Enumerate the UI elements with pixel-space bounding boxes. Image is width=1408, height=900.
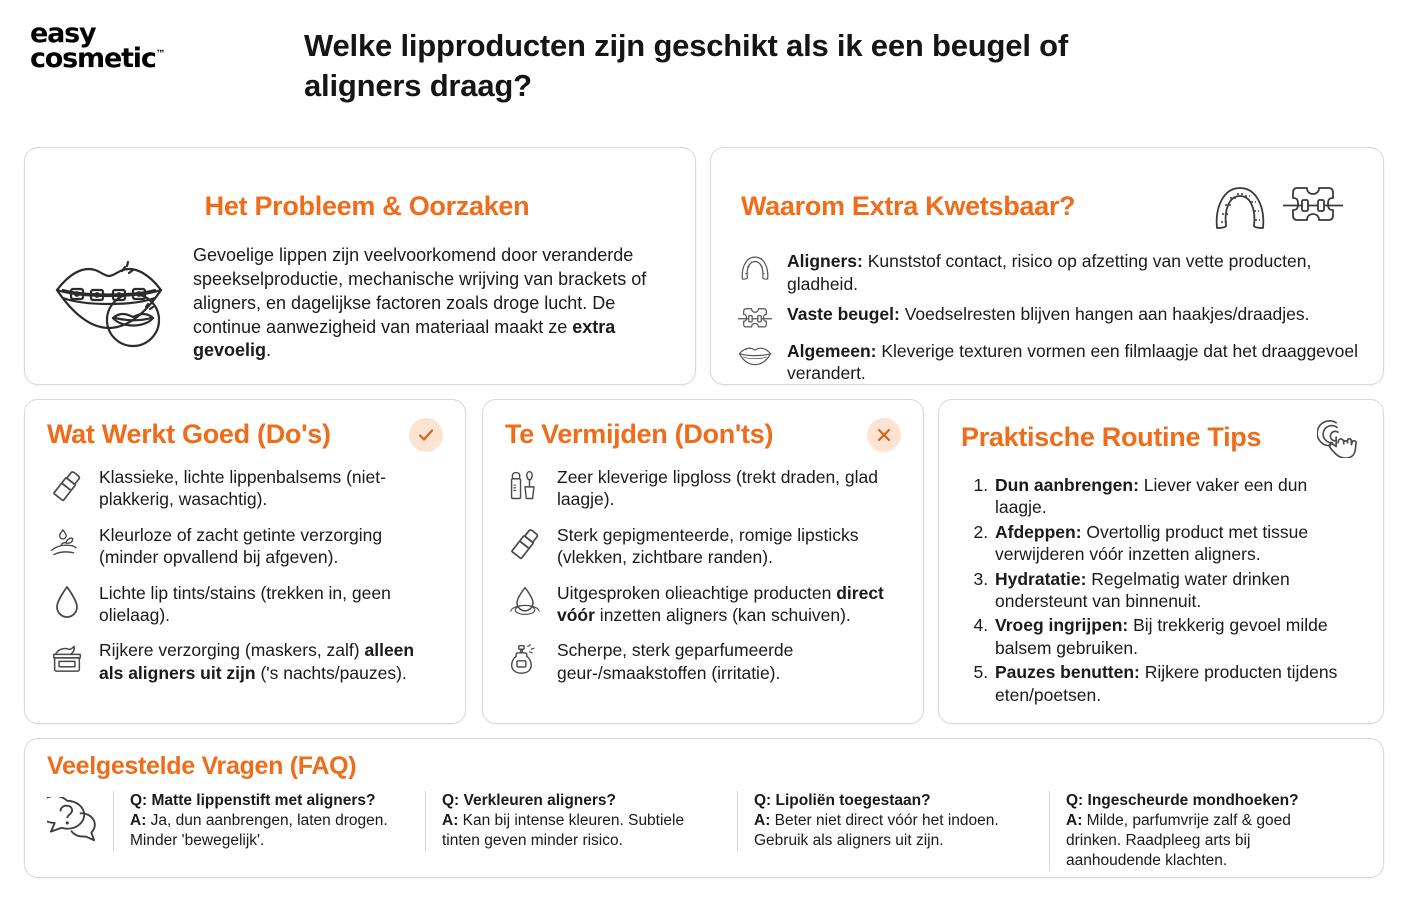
lips-icon <box>735 340 775 368</box>
card-donts-title: Te Vermijden (Don'ts) <box>505 419 774 450</box>
card-dos <box>24 399 466 724</box>
lips-with-braces-icon <box>51 244 179 350</box>
faq-column <box>1049 791 1361 872</box>
list-item <box>735 340 1359 386</box>
list-item <box>993 661 1361 706</box>
vulnerable-item-body: Kleverige texturen vormen een filmlaagje dat het draaggevoel verandert. <box>787 340 1359 384</box>
faq-a-text: Kan bij intense kleuren. Subtiele tinten geven minder risico. <box>442 811 685 849</box>
card-faq <box>24 738 1384 878</box>
card-problem-title: Het Probleem & Oorzaken <box>204 191 530 221</box>
list-item <box>505 582 901 627</box>
vulnerable-item-label: Algemeen: <box>787 340 877 361</box>
faq-q-text: Matte lippenstift met aligners? <box>147 791 376 809</box>
oil-drop-icon <box>505 582 545 617</box>
bracket-icon <box>735 303 775 333</box>
faq-question <box>442 791 721 811</box>
faq-column <box>425 791 737 851</box>
brand-trademark: ™ <box>155 48 166 60</box>
faq-answer <box>1066 811 1345 871</box>
list-item <box>993 474 1361 519</box>
vulnerable-item-text <box>787 340 1359 386</box>
dos-item-pre: Rijkere verzorging (maskers, zalf) <box>99 640 365 661</box>
tip-label: Vroeg ingrijpen: <box>995 615 1129 636</box>
donts-item-text: Zeer kleverige lipgloss (trekt draden, glad laagje). <box>557 467 878 510</box>
donts-item-post: inzetten aligners (kan schuiven). <box>594 604 851 625</box>
list-item <box>505 524 901 569</box>
hand-with-drop-icon <box>47 524 87 559</box>
faq-answer <box>754 811 1033 851</box>
problem-body-emphasis: extra gevoelig <box>193 316 616 361</box>
list-item <box>735 303 1359 333</box>
tap-hand-icon <box>1317 418 1361 458</box>
faq-a-prefix: A: <box>442 811 459 829</box>
perfume-bottle-icon <box>505 639 545 676</box>
list-item <box>47 524 443 569</box>
tip-text: Liever vaker een dun laagje. <box>995 475 1308 518</box>
tip-text: Regelmatig water drinken ondersteunt van binnenuit. <box>995 568 1290 611</box>
card-faq-title: Veelgestelde Vragen (FAQ) <box>47 752 357 780</box>
faq-column <box>113 791 425 851</box>
faq-answer <box>130 811 409 851</box>
tip-text: Rijkere producten tijdens eten/poetsen. <box>995 662 1338 705</box>
tips-list <box>993 474 1361 706</box>
droplet-icon <box>47 582 87 619</box>
vulnerable-item-text <box>787 250 1359 296</box>
list-item <box>505 466 901 511</box>
faq-a-prefix: A: <box>130 811 147 829</box>
card-dos-title: Wat Werkt Goed (Do's) <box>47 419 331 450</box>
brand-logo-line1: easy <box>30 18 96 49</box>
tip-text: Overtollig product met tissue verwijderen vóór inzetten aligners. <box>995 521 1309 565</box>
vulnerable-item-text <box>787 303 1309 326</box>
vulnerable-item-label: Vaste beugel: <box>787 303 900 324</box>
vulnerable-item-label: Aligners: <box>787 251 863 271</box>
check-icon <box>409 418 443 452</box>
tip-label: Hydratatie: <box>995 568 1087 589</box>
dos-item-emphasis: alleen als aligners uit zijn <box>99 640 415 683</box>
faq-q-text: Ingescheurde mondhoeken? <box>1083 791 1299 809</box>
faq-a-text: Beter niet direct vóór het indoen. Gebruik als aligners uit zijn. <box>754 811 999 849</box>
faq-question <box>130 791 409 811</box>
card-problem-causes <box>24 147 696 385</box>
vulnerable-list <box>735 250 1359 385</box>
lipstick-icon <box>505 524 545 561</box>
dos-item-text <box>99 639 443 684</box>
dos-item-post: ('s nachts/pauzes). <box>255 662 407 683</box>
list-item <box>505 639 901 684</box>
problem-body-part2: . <box>266 340 272 361</box>
cream-jar-icon <box>47 639 87 672</box>
faq-a-prefix: A: <box>754 811 771 829</box>
dos-item-text: Klassieke, lichte lippenbalsems (niet-plakkerig, wasachtig). <box>99 467 386 510</box>
list-item <box>735 250 1359 296</box>
donts-item-text <box>557 582 901 627</box>
faq-a-text: Ja, dun aanbrengen, laten drogen. Minder 'bewegelijk'. <box>130 811 388 849</box>
lipstick-icon <box>47 466 87 503</box>
faq-question <box>1066 791 1345 811</box>
faq-column <box>737 791 1049 851</box>
list-item <box>993 614 1361 659</box>
page-title-wrap <box>208 14 1384 105</box>
card-why-vulnerable <box>710 147 1384 385</box>
list-item <box>47 582 443 627</box>
donts-item-text: Sterk gepigmenteerde, romige lipsticks (vlekken, zichtbare randen). <box>557 524 859 568</box>
card-tips-title: Praktische Routine Tips <box>961 422 1262 453</box>
brand-logo <box>30 14 208 72</box>
dos-item-text: Kleurloze of zacht getinte verzorging (minder opvallend bij afgeven). <box>99 524 383 568</box>
faq-q-text: Verkleuren aligners? <box>459 791 617 809</box>
list-item <box>47 466 443 511</box>
bracket-icon <box>1283 182 1343 230</box>
tip-label: Pauzes benutten: <box>995 662 1140 683</box>
donts-item-pre: Uitgesproken olieachtige producten <box>557 582 837 603</box>
aligner-tray-icon <box>1209 182 1271 230</box>
faq-q-prefix: Q: <box>442 791 460 809</box>
aligner-tray-icon <box>735 250 775 282</box>
faq-answer <box>442 811 721 851</box>
tip-label: Dun aanbrengen: <box>995 475 1139 495</box>
faq-a-prefix: A: <box>1066 811 1083 829</box>
faq-question <box>754 791 1033 811</box>
page-title: Welke lipproducten zijn geschikt als ik een beugel of aligners draag? <box>304 28 1069 103</box>
brand-logo-line2: cosmetic <box>30 42 156 74</box>
list-item <box>993 568 1361 613</box>
page-header <box>0 0 1408 130</box>
card-vulnerable-title: Waarom Extra Kwetsbaar? <box>741 191 1076 221</box>
tip-label: Afdeppen: <box>995 521 1082 542</box>
vulnerable-item-body: Voedselresten blijven hangen aan haakjes/draadjes. <box>899 303 1310 324</box>
question-bubble-icon <box>47 791 113 847</box>
card-donts <box>482 399 924 724</box>
close-icon <box>867 418 901 452</box>
tip-text: Bij trekkerig gevoel milde balsem gebruiken. <box>995 615 1328 658</box>
faq-q-prefix: Q: <box>754 791 772 809</box>
card-problem-body <box>193 244 669 364</box>
faq-q-prefix: Q: <box>130 791 148 809</box>
list-item <box>993 521 1361 566</box>
dos-item-text: Lichte lip tints/stains (trekken in, geen olielaag). <box>99 582 391 625</box>
lipgloss-icon <box>505 466 545 503</box>
donts-list <box>505 466 901 684</box>
faq-q-prefix: Q: <box>1066 791 1084 809</box>
vulnerable-item-body: Kunststof contact, risico op afzetting van vette producten, gladheid. <box>787 251 1312 294</box>
dos-list <box>47 466 443 684</box>
faq-q-text: Lipoliën toegestaan? <box>771 791 931 809</box>
faq-a-text: Milde, parfumvrije zalf & goed drinken. Raadpleeg arts bij aanhoudende klachten. <box>1066 811 1291 869</box>
problem-body-part1: Gevoelige lippen zijn veelvoorkomend door veranderde speekselproductie, mechanische wrijving van brackets of aligners, en dagelijkse factoren zoals droge lucht. De continue aanwezigheid van materiaal maakt ze <box>193 244 647 337</box>
donts-item-text: Scherpe, sterk geparfumeerde geur-/smaakstoffen (irritatie). <box>557 640 794 683</box>
list-item <box>47 639 443 684</box>
card-routine-tips <box>938 399 1384 724</box>
donts-item-emphasis: direct vóór <box>557 582 884 625</box>
